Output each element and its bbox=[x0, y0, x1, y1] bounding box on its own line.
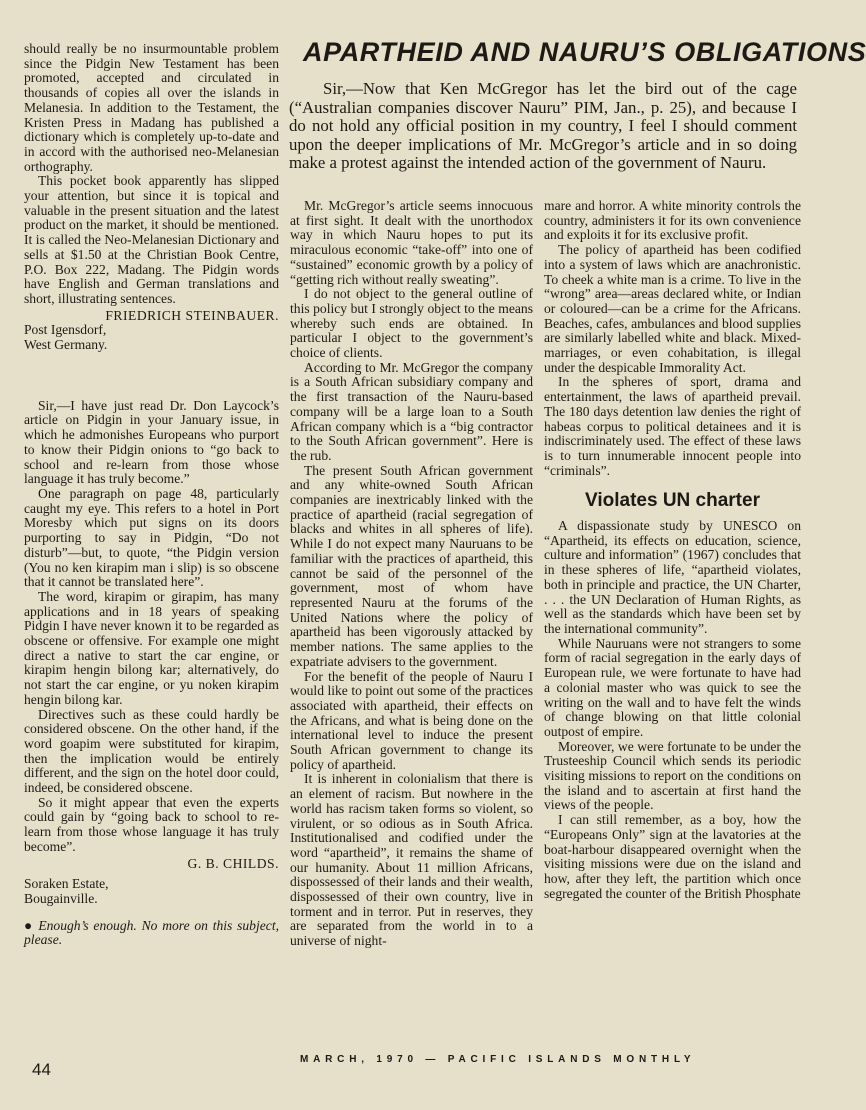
article-headline: APARTHEID AND NAURU’S OBLIGATIONS bbox=[303, 37, 866, 67]
page-number: 44 bbox=[32, 1060, 51, 1079]
article-paragraph: I can still remember, as a boy, how the “Europeans Only” sign at the lavatories at the boat-harbour disappeared overnight when the visiting missions were due on the island and how, after they left, the partition which once segregated the counter of the British Phosphate bbox=[544, 812, 801, 901]
article-paragraph: It is inherent in colonialism that there is an element of racism. But nowhere in the world has racism taken forms so violent, so virulent, or so odious as in South Africa. Institutionalised and codified under the word “apartheid”, it remains the shame of our humanity. About 11 million Africans, dispossessed of their lands and their wealth, dispossessed of their own country, live in torment and in terror. Put in reserves, they are separated from the world in to a universe of night- bbox=[290, 771, 533, 949]
letter-1-signature: FRIEDRICH STEINBAUER. bbox=[105, 307, 279, 323]
bullet-icon: ● bbox=[24, 917, 39, 933]
section-subheading: Violates UN charter bbox=[585, 490, 760, 512]
article-paragraph: mare and horror. A white minority controls the country, administers it for its own convenience and exploits it for its exclusive profit. bbox=[544, 198, 801, 243]
letter-1-paragraph: This pocket book apparently has slipped your attention, but since it is topical and valuable in the present situation and the latest product on the market, it should be mentioned. It is called the Neo-Melanesian Dictionary and sells at $1.50 at the Christian Book Centre, P.O. Box 222, Madang. The Pidgin words have English and German translations and short, illustrating sentences. bbox=[24, 173, 279, 306]
article-paragraph: Mr. McGregor’s article seems innocuous at first sight. It dealt with the unorthodox way in which Nauru hopes to put its miraculous economic “take-off” into one of “sustained” economic growth by a policy of “getting rich without really sweating”. bbox=[290, 198, 533, 287]
article-paragraph: In the spheres of sport, drama and entertainment, the laws of apartheid prevail. The 180 days detention law denies the right of habeas corpus to political detainees and it is indiscriminately used. The effect of these laws is to turn innumerable innocent people into “criminals”. bbox=[544, 374, 801, 478]
letter-2-paragraph: Directives such as these could hardly be considered obscene. On the other hand, if the word goapim were substituted for kirapim, then the implication would be entirely different, and the sign on the hotel door could, indeed, be considered obscene. bbox=[24, 706, 279, 796]
article-column-2 bbox=[290, 199, 533, 949]
article-paragraph: The policy of apartheid has been codified into a system of laws which are anachronistic. To cheek a white man is a crime. To live in the “wrong” area—areas declared white, or Indian or coloured—can be a crime for the Africans. Beaches, cafes, ambulances and blood supplies are similarly labelled white and black. Mixed-marriages, or even cohabitation, is illegal under the despicable Immorality Act. bbox=[544, 242, 801, 375]
article-paragraph: I do not object to the general outline of this policy but I strongly object to the means whereby such ends are obtained. In particular I object to the government’s choice of clients. bbox=[290, 286, 533, 361]
article-column-3 bbox=[544, 199, 801, 901]
article-paragraph: While Nauruans were not strangers to some form of racial segregation in the early days of European rule, we were fortunate to have had a colonial master who was quick to see the writing on the wall and to have felt the winds of change blowing on that little colonial outpost of empire. bbox=[544, 635, 801, 739]
letter-1-address-line: Post Igensdorf, bbox=[24, 322, 107, 338]
article-paragraph: Moreover, we were fortunate to be under the Trusteeship Council which sends its periodic visiting missions to report on the conditions on the island and to ascertain at first hand the views of the people. bbox=[544, 738, 801, 813]
letter-1-paragraph: should really be no insurmountable problem since the Pidgin New Testament has been promoted, accepted and circulated in thousands of copies all over the islands in Melanesia. In addition to the Testament, the Kristen Press in Madang has published a dictionary which is completely up-to-date and in accord with the authorised neo-Melanesian orthography. bbox=[24, 41, 279, 174]
letter-1-address-line: West Germany. bbox=[24, 337, 108, 353]
letter-2-paragraph: Sir,—I have just read Dr. Don Laycock’s article on Pidgin in your January issue, in which he admonishes Europeans who purport to know their Pidgin onions to “go back to school and re-learn from those whose language it has truly become.” bbox=[24, 397, 279, 487]
article-paragraph: A dispassionate study by UNESCO on “Apartheid, its effects on education, science, culture and information” (1967) concludes that in these spheres of life, “apartheid violates, both in principle and practice, the UN Charter, . . . the UN Declaration of Human Rights, as well as the standards which have been set by the international community”. bbox=[544, 518, 801, 636]
letter-2-paragraph: One paragraph on page 48, particularly caught my eye. This refers to a hotel in Port Moresby which put signs on its doors purporting to say in Pidgin, “Do not disturb”—but, to quote, “the Pidgin version (You no ken kirapim man i slip) is so obscene that it cannot be translated here”. bbox=[24, 485, 279, 590]
article-paragraph: The present South African government and any white-owned South African companies are inextricably linked with the practice of apartheid (racial segregation of blacks and whites in all spheres of life). While I do not expect many Nauruans to be familiar with the practices of apartheid, this cannot be said of the personnel of the government, most of whom have represented Nauru at the forums of the United Nations where the policy of apartheid has been vigorously attacked by member nations. The same applies to the expatriate advisers to the government. bbox=[290, 462, 533, 669]
letter-2-signature: G. B. CHILDS. bbox=[187, 855, 279, 871]
letter-2-address-line: Bougainville. bbox=[24, 890, 98, 906]
letter-2-paragraph: The word, kirapim or girapim, has many applications and in 18 years of speaking Pidgin I have never known it to be regarded as obscene or offensive. For example one might direct a native to start the car engine, or kirapim hengin bilong kar; alternatively, do not start the car engine, or yu noken kirapim hengin bilong kar. bbox=[24, 588, 279, 707]
article-paragraph: According to Mr. McGregor the company is a South African subsidiary company and the first transaction of the Nauru-based company will be a large loan to a South African company which is a “big contractor to the South African government”. Here is the rub. bbox=[290, 359, 533, 463]
article-intro bbox=[289, 80, 797, 173]
editor-note: ● Enough’s enough. No more on this subject, please. bbox=[24, 917, 280, 948]
letter-2-paragraph: So it might appear that even the experts could gain by “going back to school to re-learn from those whose language it has truly become”. bbox=[24, 794, 279, 854]
page-footer: MARCH, 1970 — PACIFIC ISLANDS MONTHLY bbox=[300, 1054, 696, 1065]
letter-2-address-line: Soraken Estate, bbox=[24, 876, 109, 892]
letters-column bbox=[24, 42, 279, 948]
article-paragraph: For the benefit of the people of Nauru I would like to point out some of the practices associated with apartheid, their effects on the Africans, and what is being done on the international level to induce the present South African government to change its policy of apartheid. bbox=[290, 668, 533, 772]
intro-paragraph: Sir,—Now that Ken McGregor has let the bird out of the cage (“Australian companies discover Nauru” PIM, Jan., p. 25), and because I do not hold any official position in my country, I feel I should comment upon the deeper implications of Mr. McGregor’s article and in so doing make a protest against the intended action of the government of Nauru. bbox=[289, 79, 797, 173]
